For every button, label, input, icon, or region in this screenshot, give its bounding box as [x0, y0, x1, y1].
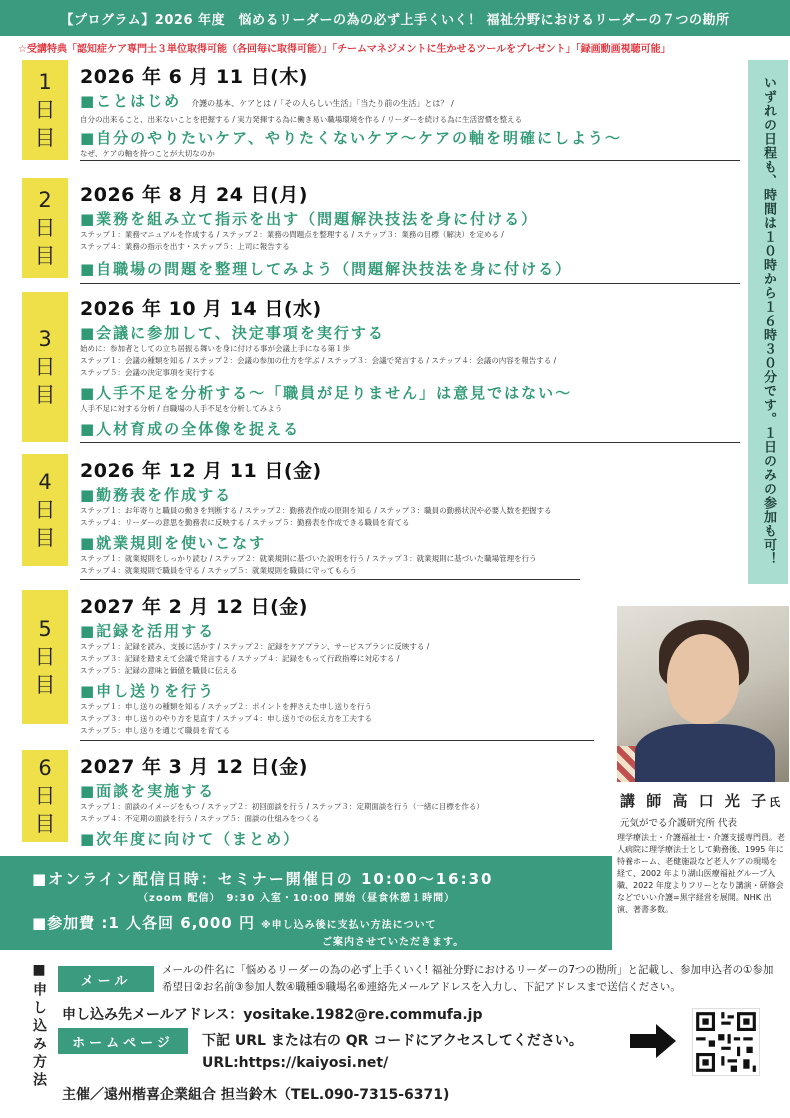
- topic-desc: ステップ１：就業規則をしっかり読む / ステップ２：就業規則に基づいた説明を行う / ステップ３：就業規則に基づいた職場管理を行う: [80, 554, 537, 563]
- benefits-line: ☆受講特典「認知症ケア専門士３単位取得可能（各回毎に取得可能）」「チームマネジメントに生かせるツールをプレゼント」「録画動画視聴可能」: [18, 44, 671, 55]
- lecturer-photo: [617, 606, 789, 782]
- topic-title: ■自分のやりたいケア、やりたくないケア〜ケアの軸を明確にしよう〜: [80, 129, 622, 147]
- topic-title: ■人材育成の全体像を捉える: [80, 420, 301, 438]
- lecturer-bio: 理学療法士・介護福祉士・介護支援専門員。老人病院に理学療法士として勤務後、1995 年に特養ホーム、老健施設など老人ケアの現場を経て、2002 年より湖山医療福祉グループ入職、2022 年度よりフリーとなり講演・研修会などでいい介護=黒字経営を展開。NHK 出演、著書多数。: [617, 833, 785, 914]
- day-date: 2027 年 2 月 12 日(金): [80, 596, 308, 618]
- homepage-info: 下記 URL または右の QR コードにアクセスしてください。 URL:https://kaiyosi.net/: [202, 1030, 583, 1074]
- day-badge: 2 日 目: [22, 178, 68, 278]
- day-badge: 5 日 目: [22, 590, 68, 724]
- topic-desc: ステップ５：記録の意味と価値を職員に伝える: [80, 666, 238, 675]
- topic-desc: 自分の出来ること、出来ないことを把握する / 実力発揮する為に働き易い職場環境を作る / リーダーを続ける為に生活習慣を整える: [80, 115, 523, 124]
- topic-desc: ステップ１：記録を読み、支援に活かす / ステップ２：記録をケアプラン、サービスプランに反映する /: [80, 642, 430, 651]
- divider: [80, 442, 740, 443]
- homepage-tag: ホームページ: [58, 1028, 188, 1054]
- topic-desc: ステップ１：面談のイメージをもつ / ステップ２：初回面談を行う / ステップ３：定期面談を行う（一緒に目標を作る）: [80, 802, 484, 811]
- day-badge: 1 日 目: [22, 60, 68, 160]
- lecturer-info: [620, 790, 790, 829]
- topic-title: ■ことはじめ 介護の基本、ケアとは /「その人らしい生活」「当たり前の生活」とは？ /: [80, 92, 454, 110]
- topic-title: ■記録を活用する: [80, 622, 216, 640]
- day-badge: 6 日 目: [22, 750, 68, 842]
- topic-title: ■次年度に向けて（まとめ）: [80, 830, 301, 848]
- divider: [80, 160, 740, 161]
- program-header: 【プログラム】2026 年度 悩めるリーダーの為の必ず上手くいく！ 福祉分野におけるリーダーの７つの勘所: [0, 0, 790, 36]
- schedule-note: いずれの日程も、時間は１０時から１６時３０分です。１日のみの参加も可！: [748, 60, 788, 584]
- topic-desc: 始めに：参加者としての立ち居振る舞いを身に付ける事が会議上手になる第１歩: [80, 344, 350, 353]
- divider: [80, 283, 740, 284]
- topic-desc: ステップ１：お年寄りと職員の動きを判断する / ステップ２：勤務表作成の原則を知る / ステップ３：職員の勤務状況や必要人数を把握する: [80, 506, 552, 515]
- topic-title: ■会議に参加して、決定事項を実行する: [80, 324, 385, 342]
- fee: ■参加費 :1 人各回 6,000 円 ※申し込み後に支払い方法について: [32, 914, 437, 932]
- mail-address[interactable]: 申し込み先メールアドレス：yositake.1982@re.commufa.jp: [62, 1007, 483, 1023]
- topic-title: ■就業規則を使いこなす: [80, 534, 267, 552]
- topic-desc: ステップ５：申し送りを通じて職員を育てる: [80, 726, 230, 735]
- topic-desc: ステップ４：不定期の面談を行う / ステップ５：面談の仕組みをつくる: [80, 814, 320, 823]
- mail-instructions: メールの件名に「悩めるリーダーの為の必ず上手くいく! 福祉分野におけるリーダーの7つの勘所」と記載し、参加申込者の①参加希望日②お名前③参加人数④職種⑤職場名⑥連絡先メールアドレスを入力し、下記アドレスまで送信ください。: [162, 964, 774, 993]
- qr-code-icon[interactable]: [692, 1008, 760, 1076]
- topic-desc: ステップ４：就業規則で職員を守る / ステップ５：就業規則を職員に守ってもらう: [80, 566, 357, 575]
- topic-desc: ステップ１：会議の種類を知る / ステップ２：会議の参加の仕方を学ぶ / ステップ３：会議で発言する / ステップ４：会議の内容を報告する /: [80, 356, 557, 365]
- online-datetime: ■オンライン配信日時：セミナー開催日の 10:00〜16:30: [32, 870, 494, 888]
- topic-desc: なぜ、ケアの軸を持つことが大切なのか: [80, 149, 215, 158]
- day-date: 2026 年 12 月 11 日(金): [80, 460, 322, 482]
- online-info: [0, 856, 612, 950]
- fee-note: ご案内させていただきます。: [322, 937, 465, 948]
- divider: [80, 579, 580, 580]
- topic-desc: ステップ３：記録を踏まえて会議で発言する / ステップ４：記録をもって行政指導に対応する /: [80, 654, 400, 663]
- topic-title: ■勤務表を作成する: [80, 486, 233, 504]
- topic-desc: ステップ４：リーダーの意思を勤務表に反映する / ステップ５：勤務表を作成できる職員を育てる: [80, 518, 410, 527]
- day-badge: 4 日 目: [22, 454, 68, 566]
- homepage-url[interactable]: URL:https://kaiyosi.net/: [202, 1055, 389, 1071]
- topic-title: ■業務を組み立て指示を出す（問題解決技法を身に付ける）: [80, 210, 539, 228]
- day-date: 2026 年 10 月 14 日(水): [80, 298, 322, 320]
- mail-tag: メール: [58, 966, 154, 992]
- topic-title: ■面談を実施する: [80, 782, 216, 800]
- lecturer-name: 講 師 高 口 光 子氏: [620, 792, 781, 810]
- divider: [80, 740, 594, 741]
- day-badge: 3 日 目: [22, 292, 68, 442]
- topic-title: ■自職場の問題を整理してみよう（問題解決技法を身に付ける）: [80, 260, 573, 278]
- topic-desc: ステップ１：申し送りの種類を知る / ステップ２：ポイントを押さえた申し送りを行う: [80, 702, 372, 711]
- day-date: 2026 年 8 月 24 日(月): [80, 184, 308, 206]
- topic-desc: 人手不足に対する分析 / 自職場の人手不足を分析してみよう: [80, 404, 283, 413]
- online-detail: （zoom 配信） 9:30 入室・10:00 開始（昼食休憩１時間）: [138, 893, 456, 904]
- topic-desc: ステップ４：業務の指示を出す・ステップ５：上司に報告する: [80, 242, 290, 251]
- topic-desc: ステップ１：業務マニュアルを作成する / ステップ２：業務の問題点を整理する / ステップ３：業務の目標（解決）を定める /: [80, 230, 504, 239]
- day-date: 2027 年 3 月 12 日(金): [80, 756, 308, 778]
- organizer: 主催／遠州楷喜企業組合 担当鈴木（TEL.090-7315-6371): [62, 1087, 450, 1103]
- day-date: 2026 年 6 月 11 日(木): [80, 66, 308, 88]
- topic-desc: ステップ３：申し送りのやり方を見直す / ステップ４：申し送りでの伝え方を工夫する: [80, 714, 372, 723]
- topic-title: ■人手不足を分析する〜「職員が足りません」は意見ではない〜: [80, 384, 573, 402]
- topic-desc: ステップ５：会議の決定事項を実行する: [80, 368, 215, 377]
- topic-title: ■申し送りを行う: [80, 682, 216, 700]
- apply-label: ■申し込み方法: [31, 962, 47, 1090]
- arrow-right-icon: [630, 1024, 676, 1058]
- lecturer-org: 元気がでる介護研究所 代表: [620, 818, 738, 829]
